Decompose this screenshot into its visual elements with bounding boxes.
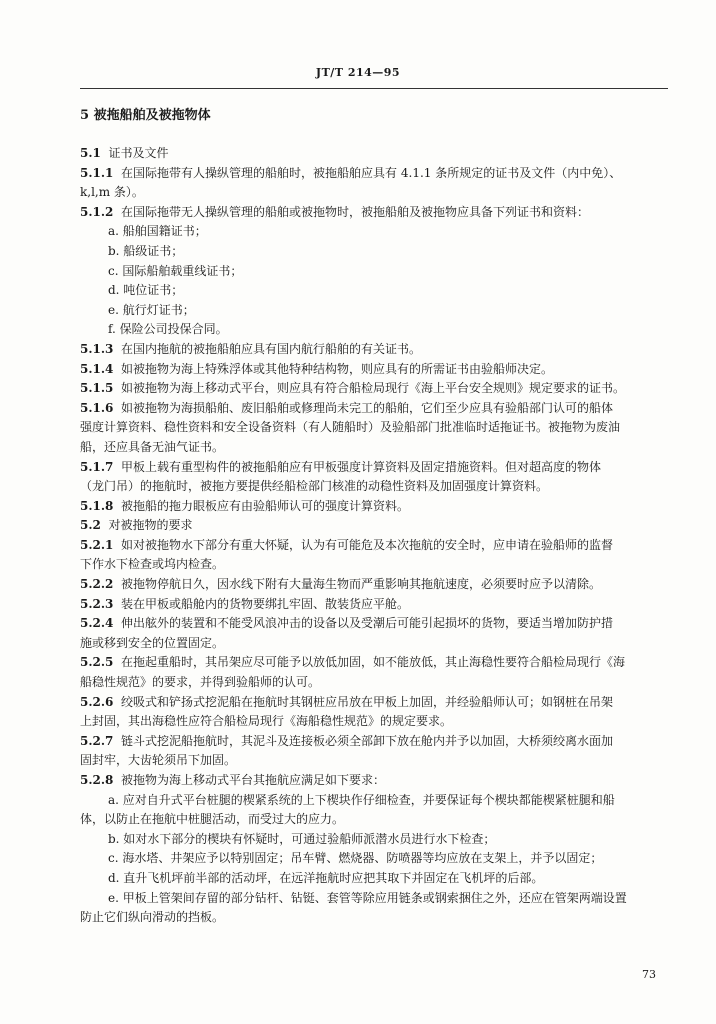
text-line [80, 203, 668, 223]
clause-text: c. 国际船舶载重线证书； [108, 263, 243, 278]
clause-text: a. 应对自升式平台桩腿的楔紧系统的上下楔块作仔细检查，并要保证每个楔块都能楔紧桩腿和船 [108, 792, 615, 807]
clause-number: 5.2.5 [80, 655, 114, 670]
text-line [80, 712, 668, 732]
text-line [80, 516, 668, 536]
clause-text: b. 船级证书； [108, 243, 184, 258]
clause-text: 下作水下检查或坞内检查。 [80, 557, 225, 572]
clause-text: 如被拖物为海上特殊浮体或其他特种结构物，则应具有的所需证书由验船师决定。 [121, 361, 554, 376]
text-line [80, 751, 668, 771]
text-line [80, 360, 668, 380]
text-line [80, 810, 668, 830]
document-body [80, 100, 668, 928]
text-line [80, 144, 668, 164]
clause-text: 施或移到安全的位置固定。 [80, 635, 225, 650]
clause-text: 被拖船的拖力眼板应有由验船师认可的强度计算资料。 [121, 498, 410, 513]
text-line [80, 262, 668, 282]
clause-text: 固封牢，大齿轮须吊下加固。 [80, 753, 237, 768]
text-line [80, 653, 668, 673]
clause-text: 对被拖物的要求 [108, 518, 193, 533]
text-line [80, 908, 668, 928]
text-line [80, 595, 668, 615]
clause-text: 证书及文件 [108, 146, 169, 160]
clause-number: 5.1.1 [80, 165, 114, 180]
text-line [80, 418, 668, 438]
clause-text: 链斗式挖泥船拖航时，其泥斗及连接板必须全部卸下放在舱内并予以加固，大桥须绞离水面加 [121, 733, 614, 748]
clause-text: 在国际拖带有人操纵管理的船舶时，被拖船舶应具有 4.1.1 条所规定的证书及文件（内中免）、 [121, 165, 622, 180]
clause-text: 被拖物为海上移动式平台其拖航应满足如下要求： [121, 773, 386, 787]
clause-text: 上封固，其出海稳性应符合船检局现行《海船稳性规范》的规定要求。 [80, 714, 453, 729]
clause-text: 绞吸式和铲扬式挖泥船在拖航时其钢桩应吊放在甲板上加固，并经验船师认可；如钢桩在吊架 [121, 694, 614, 709]
clause-text: 在国际拖带无人操纵管理的船舶或被拖物时，被拖船舶及被拖物应具备下列证书和资料： [121, 204, 590, 219]
paragraph-lines [80, 144, 668, 928]
clause-text: e. 甲板上管架间存留的部分钻杆、钻铤、套管等除应用链条或钢索捆住之外，还应在管架两端设置 [108, 890, 627, 905]
text-line [80, 301, 668, 321]
text-line [80, 634, 668, 654]
text-line [80, 889, 668, 909]
clause-number: 5.1.7 [80, 459, 114, 474]
clause-text: 在国内拖航的被拖船舶应具有国内航行船舶的有关证书。 [121, 341, 422, 356]
section-heading: 5 被拖船舶及被拖物体 [80, 108, 211, 123]
text-line [80, 673, 668, 693]
text-line [80, 791, 668, 811]
text-line [80, 497, 668, 517]
clause-text: k,l,m 条）。 [80, 185, 144, 200]
text-line [80, 281, 668, 301]
clause-text: 在拖起重船时，其吊架应尽可能予以放低加固，如不能放低，其止海稳性要符合船检局现行《海 [121, 655, 626, 670]
clause-number: 5.2 [80, 518, 101, 533]
clause-number: 5.2.2 [80, 577, 114, 592]
text-line [80, 340, 668, 360]
text-line [80, 458, 668, 478]
text-line [80, 614, 668, 634]
text-line [80, 183, 668, 203]
clause-text: 如对被拖物水下部分有重大怀疑，认为有可能危及本次拖航的安全时，应申请在验船师的监督 [121, 537, 614, 552]
clause-number: 5.2.8 [80, 773, 114, 787]
clause-text: 强度计算资料、稳性资料和安全设备资料（有人随船时）及验船部门批准临时适拖证书。被拖物为废油 [80, 420, 621, 435]
text-line [80, 732, 668, 752]
clause-text: b. 如对水下部分的楔块有怀疑时，可通过验船师派潜水员进行水下检查； [108, 831, 496, 846]
page-number: 73 [642, 968, 656, 981]
clause-number: 5.1.6 [80, 400, 114, 415]
text-line [80, 849, 668, 869]
clause-text: 体，以防止在拖航中桩腿活动，而受过大的应力。 [80, 812, 345, 827]
clause-text: 被拖物停航日久，因水线下附有大量海生物而严重影响其拖航速度，必须要时应予以清除。 [121, 577, 602, 592]
text-line [80, 555, 668, 575]
clause-text: 如被拖物为海损船舶、废旧船舶或修理尚未完工的船舶，它们至少应具有验船部门认可的船体 [121, 400, 614, 415]
page-header-code: JT/T 214—95 [315, 66, 401, 79]
clause-number: 5.1.8 [80, 498, 114, 513]
text-line [80, 536, 668, 556]
clause-text: d. 吨位证书； [108, 283, 184, 298]
clause-number: 5.2.4 [80, 616, 114, 631]
clause-number: 5.2.7 [80, 733, 114, 748]
clause-number: 5.1.4 [80, 361, 114, 376]
clause-number: 5.1.3 [80, 341, 114, 356]
text-line [80, 771, 668, 791]
clause-text: c. 海水塔、井架应予以特别固定；吊车臂、燃烧器、防喷器等均应放在支架上，并予以固定； [108, 851, 603, 866]
clause-text: a. 船舶国籍证书； [108, 224, 207, 239]
text-line [80, 869, 668, 889]
clause-text: d. 直升飞机坪前半部的活动坪，在远洋拖航时应把其取下并固定在飞机坪的后部。 [108, 870, 544, 885]
clause-text: e. 航行灯证书； [108, 302, 195, 317]
text-line [80, 830, 668, 850]
clause-text: f. 保险公司投保合同。 [108, 322, 228, 337]
clause-text: 装在甲板或船舱内的货物要绑扎牢固、散装货应平舱。 [121, 596, 410, 611]
text-line [80, 222, 668, 242]
text-line [80, 242, 668, 262]
clause-number: 5.2.3 [80, 596, 114, 611]
text-line [80, 693, 668, 713]
clause-number: 5.2.1 [80, 537, 114, 552]
clause-number: 5.1.2 [80, 204, 114, 219]
text-line [80, 164, 668, 184]
text-line [80, 438, 668, 458]
text-line [80, 399, 668, 419]
clause-text: 防止它们纵向滑动的挡板。 [80, 910, 225, 925]
clause-text: 船稳性规范》的要求，并得到验船师的认可。 [80, 675, 321, 690]
text-line [80, 477, 668, 497]
clause-number: 5.1.5 [80, 381, 114, 396]
clause-text: 船，还应具备无油气证书。 [80, 439, 225, 454]
clause-text: 伸出舷外的装置和不能受风浪冲击的设备以及受潮后可能引起损坏的货物，要适当增加防护措 [121, 616, 614, 631]
clause-text: 如被拖物为海上移动式平台，则应具有符合船检局现行《海上平台安全规则》规定要求的证书。 [121, 381, 626, 396]
header-rule [80, 88, 668, 89]
clause-number: 5.1 [80, 146, 101, 160]
clause-text: 甲板上载有重型构件的被拖船舶应有甲板强度计算资料及固定措施资料。但对超高度的物体 [121, 459, 602, 474]
clause-text: （龙门吊）的拖航时，被拖方要提供经船检部门核准的动稳性资料及加固强度计算资料。 [80, 479, 549, 494]
text-line [80, 320, 668, 340]
clause-number: 5.2.6 [80, 694, 114, 709]
text-line [80, 575, 668, 595]
text-line [80, 379, 668, 399]
